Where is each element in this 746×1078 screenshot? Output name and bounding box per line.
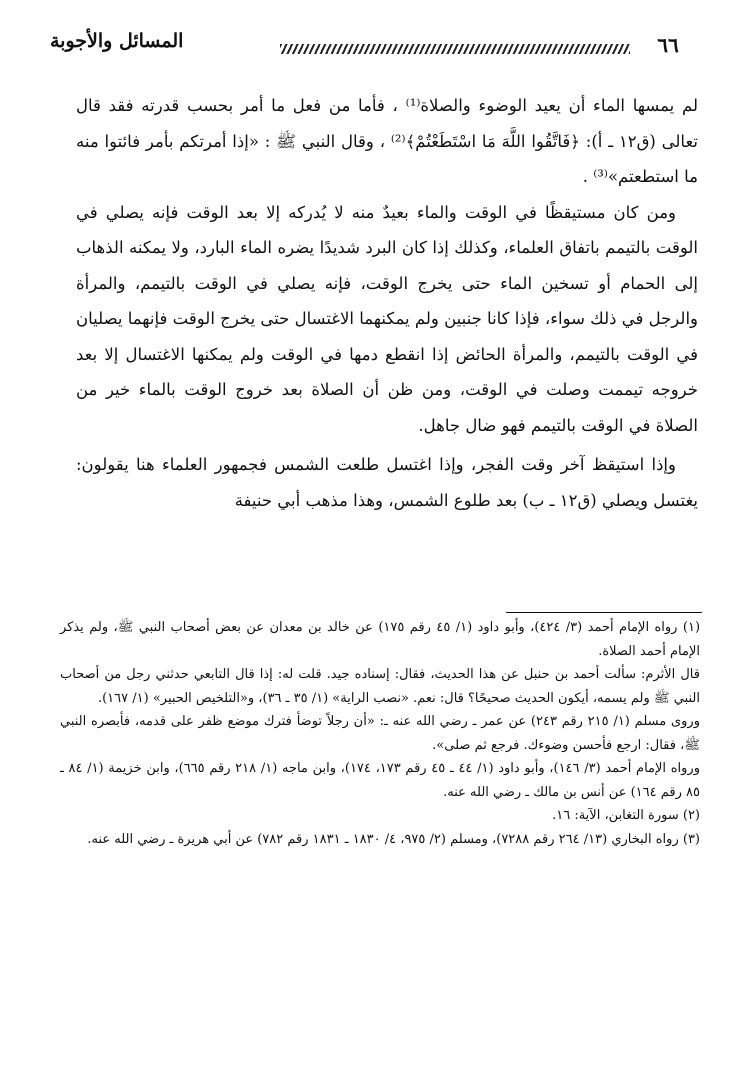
paragraph: لم يمسها الماء أن يعيد الوضوء والصلاة⁽¹⁾ ، فأما من فعل ما أمر بحسب قدرته فقد قال تعالى (ق١٢ ـ أ): ﴿فَاتَّقُوا اللَّهَ مَا اسْتَطَعْتُمْ﴾⁽²⁾ ، وقال النبي ﷺ : «إذا أمرتكم بأمر فائتوا منه ما استطعتم»⁽³⁾ . <box>76 96 698 186</box>
footnote: قال الأثرم: سألت أحمد بن حنبل عن هذا الحديث، فقال: إسناده جيد. قلت له: إذا قال التابعي حدثني رجل من أصحاب النبي ﷺ ولم يسمه، أيكون الحديث صحيحًا؟ قال: نعم. «نصب الراية» (١/ ٣٥ ـ ٣٦)، و«التلخيص الحبير» (١/ ١٦٧). <box>60 667 700 706</box>
footnote: (٣) رواه البخاري (١٣/ ٢٦٤ رقم ٧٢٨٨)، ومسلم (٢/ ٩٧٥، ٤/ ١٨٣٠ ـ ١٨٣١ رقم ٧٨٢) عن أبي هريرة ـ رضي الله عنه. <box>87 831 700 847</box>
footnote: ورواه الإمام أحمد (٣/ ١٤٦)، وأبو داود (١/ ٤٤ ـ ٤٥ رقم ١٧٣، ١٧٤)، وابن ماجه (١/ ٢١٨ رقم ٦٦٥)، وابن خزيمة (١/ ٨٤ ـ ٨٥ رقم ١٦٤) عن أنس بن مالك ـ رضي الله عنه. <box>60 761 700 800</box>
paragraph: وإذا استيقظ آخر وقت الفجر، وإذا اغتسل طلعت الشمس فجمهور العلماء هنا يقولون: يغتسل ويصلي (ق١٢ ـ ب) بعد طلوع الشمس، وهذا مذهب أبي حنيفة <box>76 455 698 510</box>
paragraph: ومن كان مستيقظًا في الوقت والماء بعيدٌ منه لا يُدركه إلا بعد الوقت فإنه يصلي في الوقت بالتيمم باتفاق العلماء، وكذلك إذا كان البرد شديدًا يضره الماء البارد، ولا يمكنه الذهاب إلى الحمام أو تسخين الماء حتى يخرج الوقت، فإنه يصلي في الوقت بالتيمم، والمرأة والرجل في ذلك سواء، فإذا كانا جنبين ولم يمكنهما الاغتسال حتى يخرج الوقت فإنهما يصليان في الوقت بالتيمم، والمرأة الحائض إذا انقطع دمها في الوقت ولم يمكنها الاغتسال إلا بعد خروجه تيممت وصلت في الوقت، ومن ظن أن الصلاة بعد خروج الوقت بالماء خير من الصلاة في الوقت بالتيمم فهو ضال جاهل. <box>76 202 698 435</box>
header-decorative-rule <box>280 44 630 54</box>
main-text <box>76 88 698 518</box>
footnote: (٢) سورة التغابن، الآية: ١٦. <box>552 808 700 823</box>
footnotes <box>60 616 700 851</box>
page-number: ٦٦ <box>657 33 679 57</box>
footnote: (١) رواه الإمام أحمد (٣/ ٤٢٤)، وأبو داود (١/ ٤٥ رقم ١٧٥) عن خالد بن معدان عن بعض أصحاب النبي ﷺ، ولم يذكر الإمام أحمد الصلاة. <box>60 620 701 659</box>
running-header-title: المسائل والأجوبة <box>50 30 184 52</box>
footnote: وروى مسلم (١/ ٢١٥ رقم ٢٤٣) عن عمر ـ رضي الله عنه ـ: «أن رجلاً توضأ فترك موضع ظفر على قدمه، فأبصره النبي ﷺ، فقال: ارجع فأحسن وضوءك. فرجع ثم صلى». <box>60 714 700 753</box>
footnote-separator <box>506 612 702 613</box>
